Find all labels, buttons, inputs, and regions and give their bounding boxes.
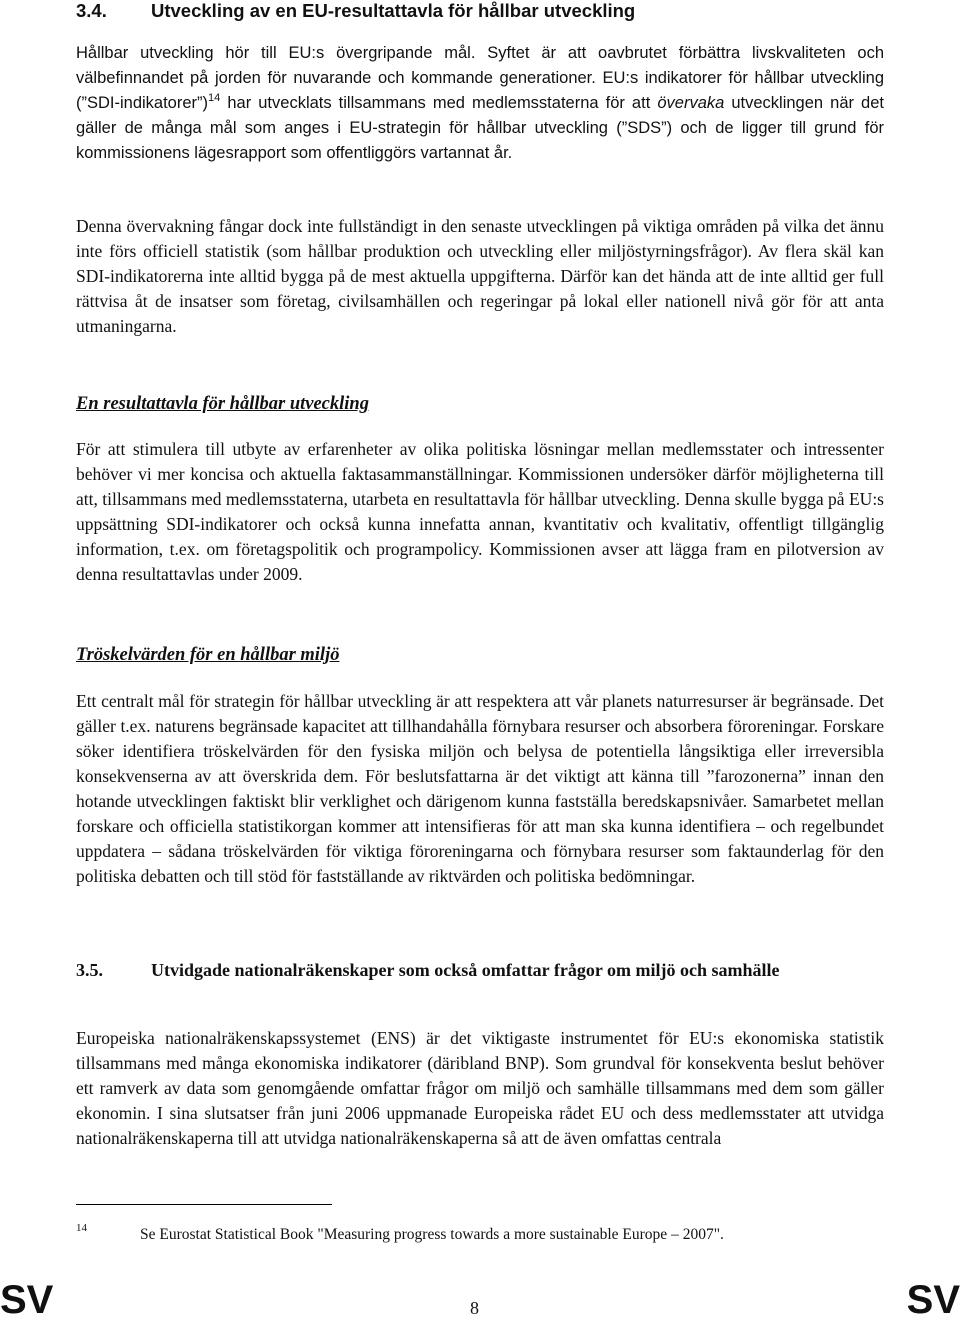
section-title: Utveckling av en EU-resultattavla för hållbar utveckling — [151, 0, 636, 21]
footnote-number: 14 — [76, 1222, 87, 1234]
section-title: Utvidgade nationalräkenskaper som också omfattar frågor om miljö och samhälle — [151, 960, 780, 980]
paragraph-3: För att stimulera till utbyte av erfarenheter av olika politiska lösningar mellan medlemsstater och intressenter behöver vi mer koncisa och aktuella faktasammanställningar. Kommissionen undersöker därför möjligheterna till att, tillsammans med medlemsstaterna, utarbeta en resultattavla för hållbar utveckling. Denna skulle bygga på EU:s uppsättning SDI-indikatorer och också kunna innefatta annan, kvantitativ och kvalitativ, offentligt tillgänglig information, t.ex. om företagspolitik och programpolicy. Kommissionen avser att lägga fram en pilotversion av denna resultattavlas under 2009. — [76, 439, 884, 584]
language-code-left: SV — [0, 1278, 54, 1322]
paragraph-4: Ett centralt mål för strategin för hållbar utveckling är att respektera att vår planets naturresurser är begränsade. Det gäller t.ex. naturens begränsade kapacitet att tillhandahålla förnybara resurser och absorbera föroreningar. Forskare söker identifiera tröskelvärden för den fysiska miljön och belysa de potentiella långsiktiga eller irreversibla konsekvenserna av att överskrida dem. För beslutsfattarna är det viktigt att känna till ”farozonerna” innan den hotande utvecklingen faktiskt blir verklighet och därigenom kunna fastställa beredskapsnivåer. Samarbetet mellan forskare och officiella statistikorgan kommer att intensifieras för att man ska kunna identifiera – och regelbundet uppdatera – sådana tröskelvärden för viktiga föroreningarna och förnybara resurser som faktaunderlag för den politiska debatten och till stöd för fastställande av riktvärden och politiska bedömningar. — [76, 691, 884, 886]
footnote-text: Se Eurostat Statistical Book "Measuring progress towards a more sustainable Europe – 2007". — [140, 1226, 724, 1243]
paragraph-5: Europeiska nationalräkenskapssystemet (ENS) är det viktigaste instrumentet för EU:s ekonomiska statistik tillsammans med många ekonomiska indikatorer (däribland BNP). Som grundval för konsekventa beslut behöver ett ramverk av data som genomgående omfattar frågor om miljö och samhälle tillsammans med dem som gäller ekonomin. I sina slutsatser från juni 2006 uppmanade Europeiska rådet EU och dess medlemsstater att utvidga nationalräkenskaperna till att utvidga nationalräkenskaperna så att de även omfattas centrala — [76, 1028, 884, 1148]
page-number: 8 — [470, 1298, 479, 1318]
subheading-resultattavla: En resultattavla för hållbar utveckling — [76, 394, 369, 414]
section-number: 3.4. — [76, 0, 107, 21]
section-number: 3.5. — [76, 960, 103, 980]
language-code-right: SV — [906, 1278, 960, 1322]
subheading-troskelvarden: Tröskelvärden för en hållbar miljö — [76, 645, 340, 665]
paragraph-1: Hållbar utveckling hör till EU:s övergripande mål. Syftet är att oavbrutet förbättra livskvaliteten och välbefinnandet på jorden för nuvarande och kommande generationer. EU:s indikatorer för hållbar utveckling (”SDI-indikatorer”)$^{14}$ har utvecklats tillsammans med medlemsstaterna för att övervaka utvecklingen när det gäller de många mål som anges i EU-strategin för hållbar utveckling (”SDS”) och de ligger till grund för kommissionens lägesrapport som offentliggörs vartannat år. — [76, 44, 884, 162]
footnote-divider — [76, 1204, 332, 1205]
paragraph-2: Denna övervakning fångar dock inte fullständigt in den senaste utvecklingen på viktiga områden på vilka det ännu inte förs officiell statistik (som hållbar produktion och utveckling eller miljöstyrningsfrågor). Av flera skäl kan SDI-indikatorerna inte alltid bygga på de mest aktuella uppgifterna. Därför kan det hända att de inte alltid ger full rättvisa åt de insatser som företag, civilsamhällen och regeringar på lokal eller nationell nivå gör för att anta utmaningarna. — [76, 216, 884, 336]
footnote-ref[interactable]: 14 — [208, 92, 221, 104]
